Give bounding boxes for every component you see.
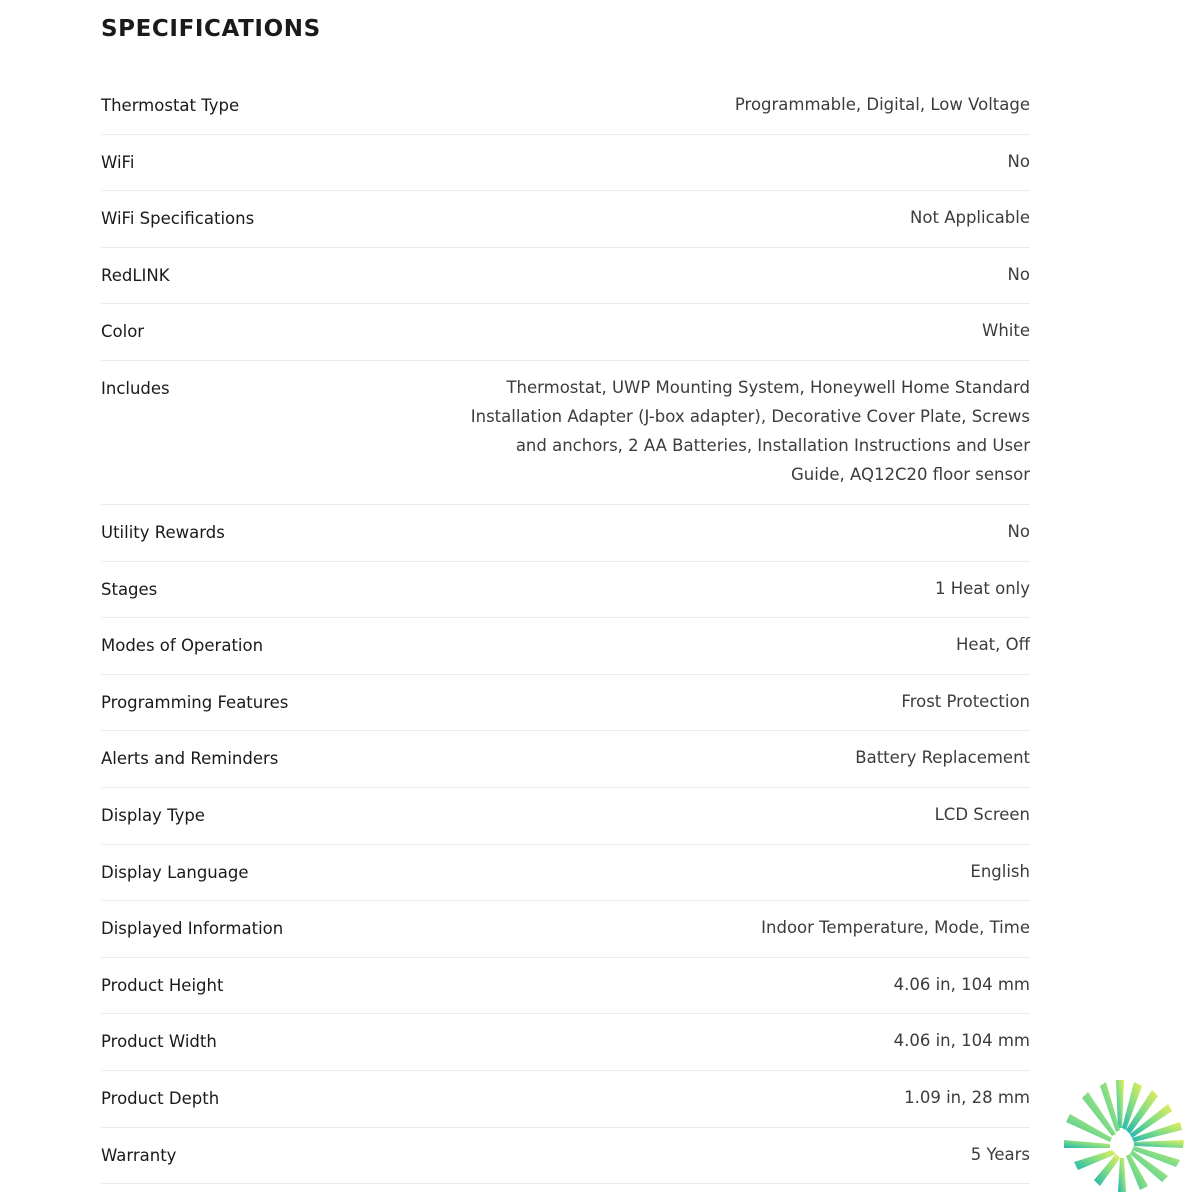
spec-label: Color (101, 322, 145, 342)
spec-value: 1 Heat only (934, 578, 1030, 598)
spec-row-programming-features (101, 675, 1030, 732)
spec-value: Indoor Temperature, Mode, Time (761, 918, 1030, 938)
spec-value: LCD Screen (934, 804, 1030, 824)
spec-label: RedLINK (101, 265, 170, 285)
spec-label: Stages (101, 579, 158, 599)
snowflake-burst-logo-icon (1060, 1078, 1190, 1194)
spec-row-display-type (101, 788, 1030, 845)
specifications-table (101, 78, 1030, 1184)
spec-label: Modes of Operation (101, 636, 264, 656)
spec-value: Not Applicable (910, 208, 1030, 228)
spec-row-alerts-and-reminders (101, 731, 1030, 788)
spec-label: WiFi (101, 152, 135, 172)
spec-label: Product Depth (101, 1088, 220, 1108)
spec-row-utility-rewards (101, 505, 1030, 562)
spec-row-modes-of-operation (101, 618, 1030, 675)
spec-label: Utility Rewards (101, 522, 225, 542)
spec-value: English (970, 861, 1030, 881)
spec-label: Product Width (101, 1032, 217, 1052)
spec-label: Display Type (101, 805, 205, 825)
spec-label: Alerts and Reminders (101, 749, 279, 769)
spec-label: Display Language (101, 862, 249, 882)
spec-row-product-width (101, 1014, 1030, 1071)
spec-row-display-language (101, 845, 1030, 902)
spec-value: Programmable, Digital, Low Voltage (734, 95, 1030, 114)
spec-label: Displayed Information (101, 919, 284, 939)
spec-value: Frost Protection (901, 691, 1030, 711)
spec-row-stages (101, 562, 1030, 619)
page-title: SPECIFICATIONS (101, 16, 321, 42)
spec-label: Includes (101, 378, 170, 398)
spec-row-includes (101, 361, 1030, 505)
spec-row-product-height (101, 958, 1030, 1015)
spec-label: Warranty (101, 1145, 177, 1165)
spec-value: 1.09 in, 28 mm (904, 1087, 1030, 1107)
spec-row-color (101, 304, 1030, 361)
spec-row-displayed-information (101, 901, 1030, 958)
spec-value: Battery Replacement (855, 748, 1030, 768)
spec-value: 4.06 in, 104 mm (893, 974, 1030, 994)
spec-value: 4.06 in, 104 mm (893, 1031, 1030, 1051)
spec-row-product-depth (101, 1071, 1030, 1128)
spec-row-redlink (101, 248, 1030, 305)
spec-value: No (1007, 264, 1030, 284)
spec-value: Heat, Off (956, 635, 1030, 655)
spec-row-wifi-specifications (101, 191, 1030, 248)
spec-label: Programming Features (101, 692, 289, 712)
spec-value: No (1007, 151, 1030, 171)
spec-label: WiFi Specifications (101, 209, 255, 229)
spec-label: Thermostat Type (101, 96, 240, 115)
spec-value: Thermostat, UWP Mounting System, Honeywell Home Standard Installation Adapter (J-box adapter), Decorative Cover Plate, Screws and anchors, 2 AA Batteries, Installation Instructions and User Guide, AQ12C20 floor sensor (470, 377, 1030, 484)
spec-value: 5 Years (970, 1144, 1030, 1164)
spec-value: White (982, 321, 1030, 341)
spec-row-wifi (101, 135, 1030, 192)
spec-label: Product Height (101, 975, 224, 995)
spec-row-warranty (101, 1128, 1030, 1185)
spec-value: No (1007, 521, 1030, 541)
spec-row-thermostat-type (101, 78, 1030, 135)
